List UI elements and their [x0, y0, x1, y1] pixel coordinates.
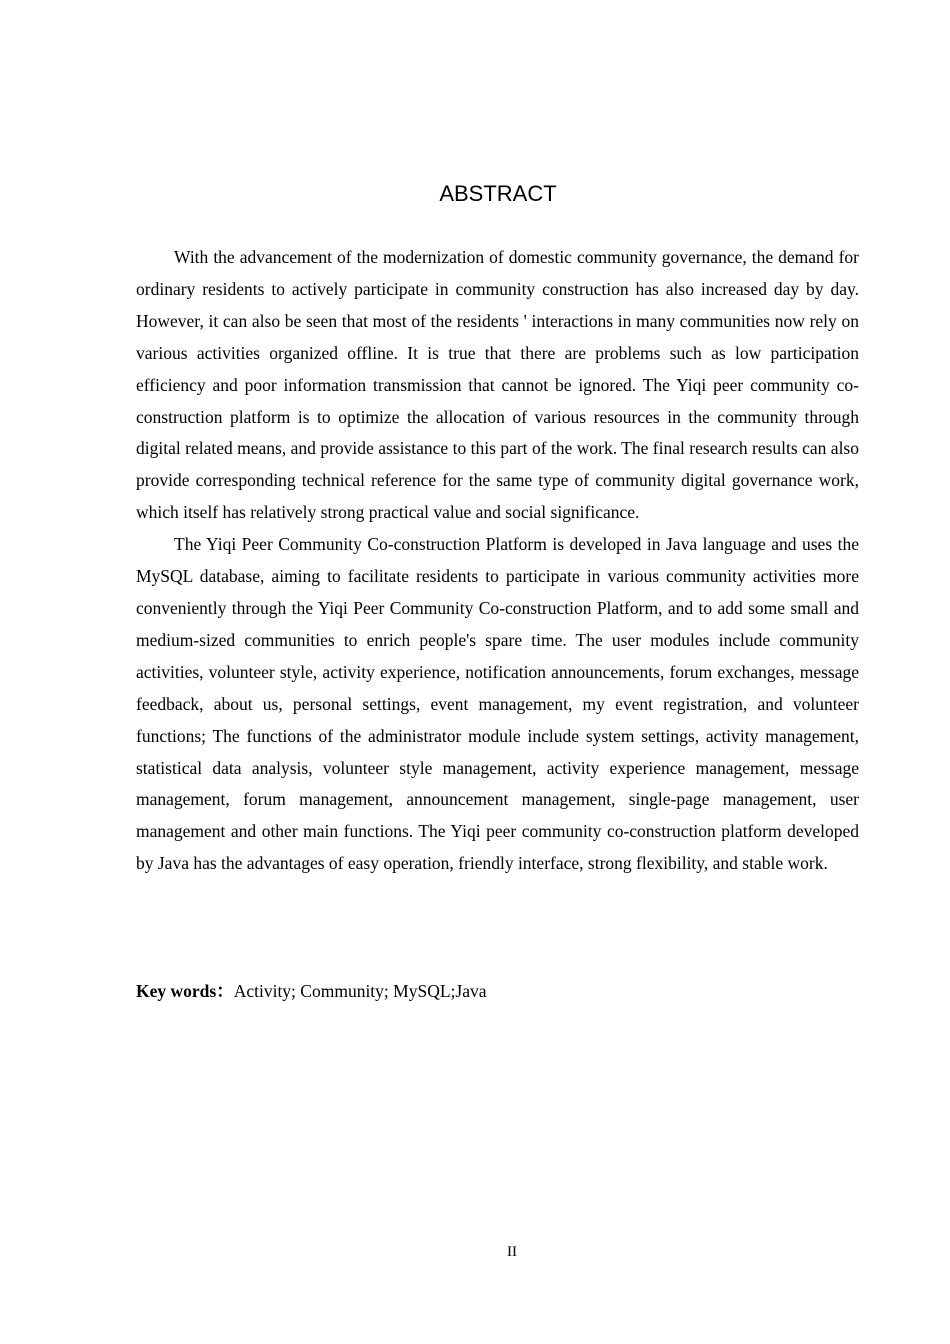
abstract-paragraph-2: The Yiqi Peer Community Co-construction Platform is developed in Java language and uses the MySQL database, aiming to facilitate residents to participate in various community activities more conveniently through the Yiqi Peer Community Co-construction Platform, and to add some small and medium-sized communities to enrich people's spare time. The user modules include community activities, volunteer style, activity experience, notification announcements, forum exchanges, message feedback, about us, personal settings, event management, my event registration, and volunteer functions; The functions of the administrator module include system settings, activity management, statistical data analysis, volunteer style management, activity experience management, message management, forum management, announcement management, single-page management, user management and other main functions. The Yiqi peer community co-construction platform developed by Java has the advantages of easy operation, friendly interface, strong flexibility, and stable work.	[136, 534, 859, 874]
keywords-value: Activity; Community; MySQL;Java	[233, 981, 487, 1001]
keywords-label: Key words：	[136, 981, 234, 1001]
abstract-body	[136, 242, 859, 880]
abstract-title: ABSTRACT	[439, 181, 557, 206]
keywords-line	[136, 976, 859, 1008]
page-number: II	[507, 1244, 517, 1260]
abstract-paragraph-1: With the advancement of the modernization of domestic community governance, the demand for ordinary residents to actively participate in community construction has also increased day by day. However, it can also be seen that most of the residents ' interactions in many communities now rely on various activities organized offline. It is true that there are problems such as low participation efficiency and poor information transmission that cannot be ignored. The Yiqi peer community co-construction platform is to optimize the allocation of various resources in the community through digital related means, and provide assistance to this part of the work. The final research results can also provide corresponding technical reference for the same type of community digital governance work, which itself has relatively strong practical value and social significance.	[136, 247, 859, 523]
